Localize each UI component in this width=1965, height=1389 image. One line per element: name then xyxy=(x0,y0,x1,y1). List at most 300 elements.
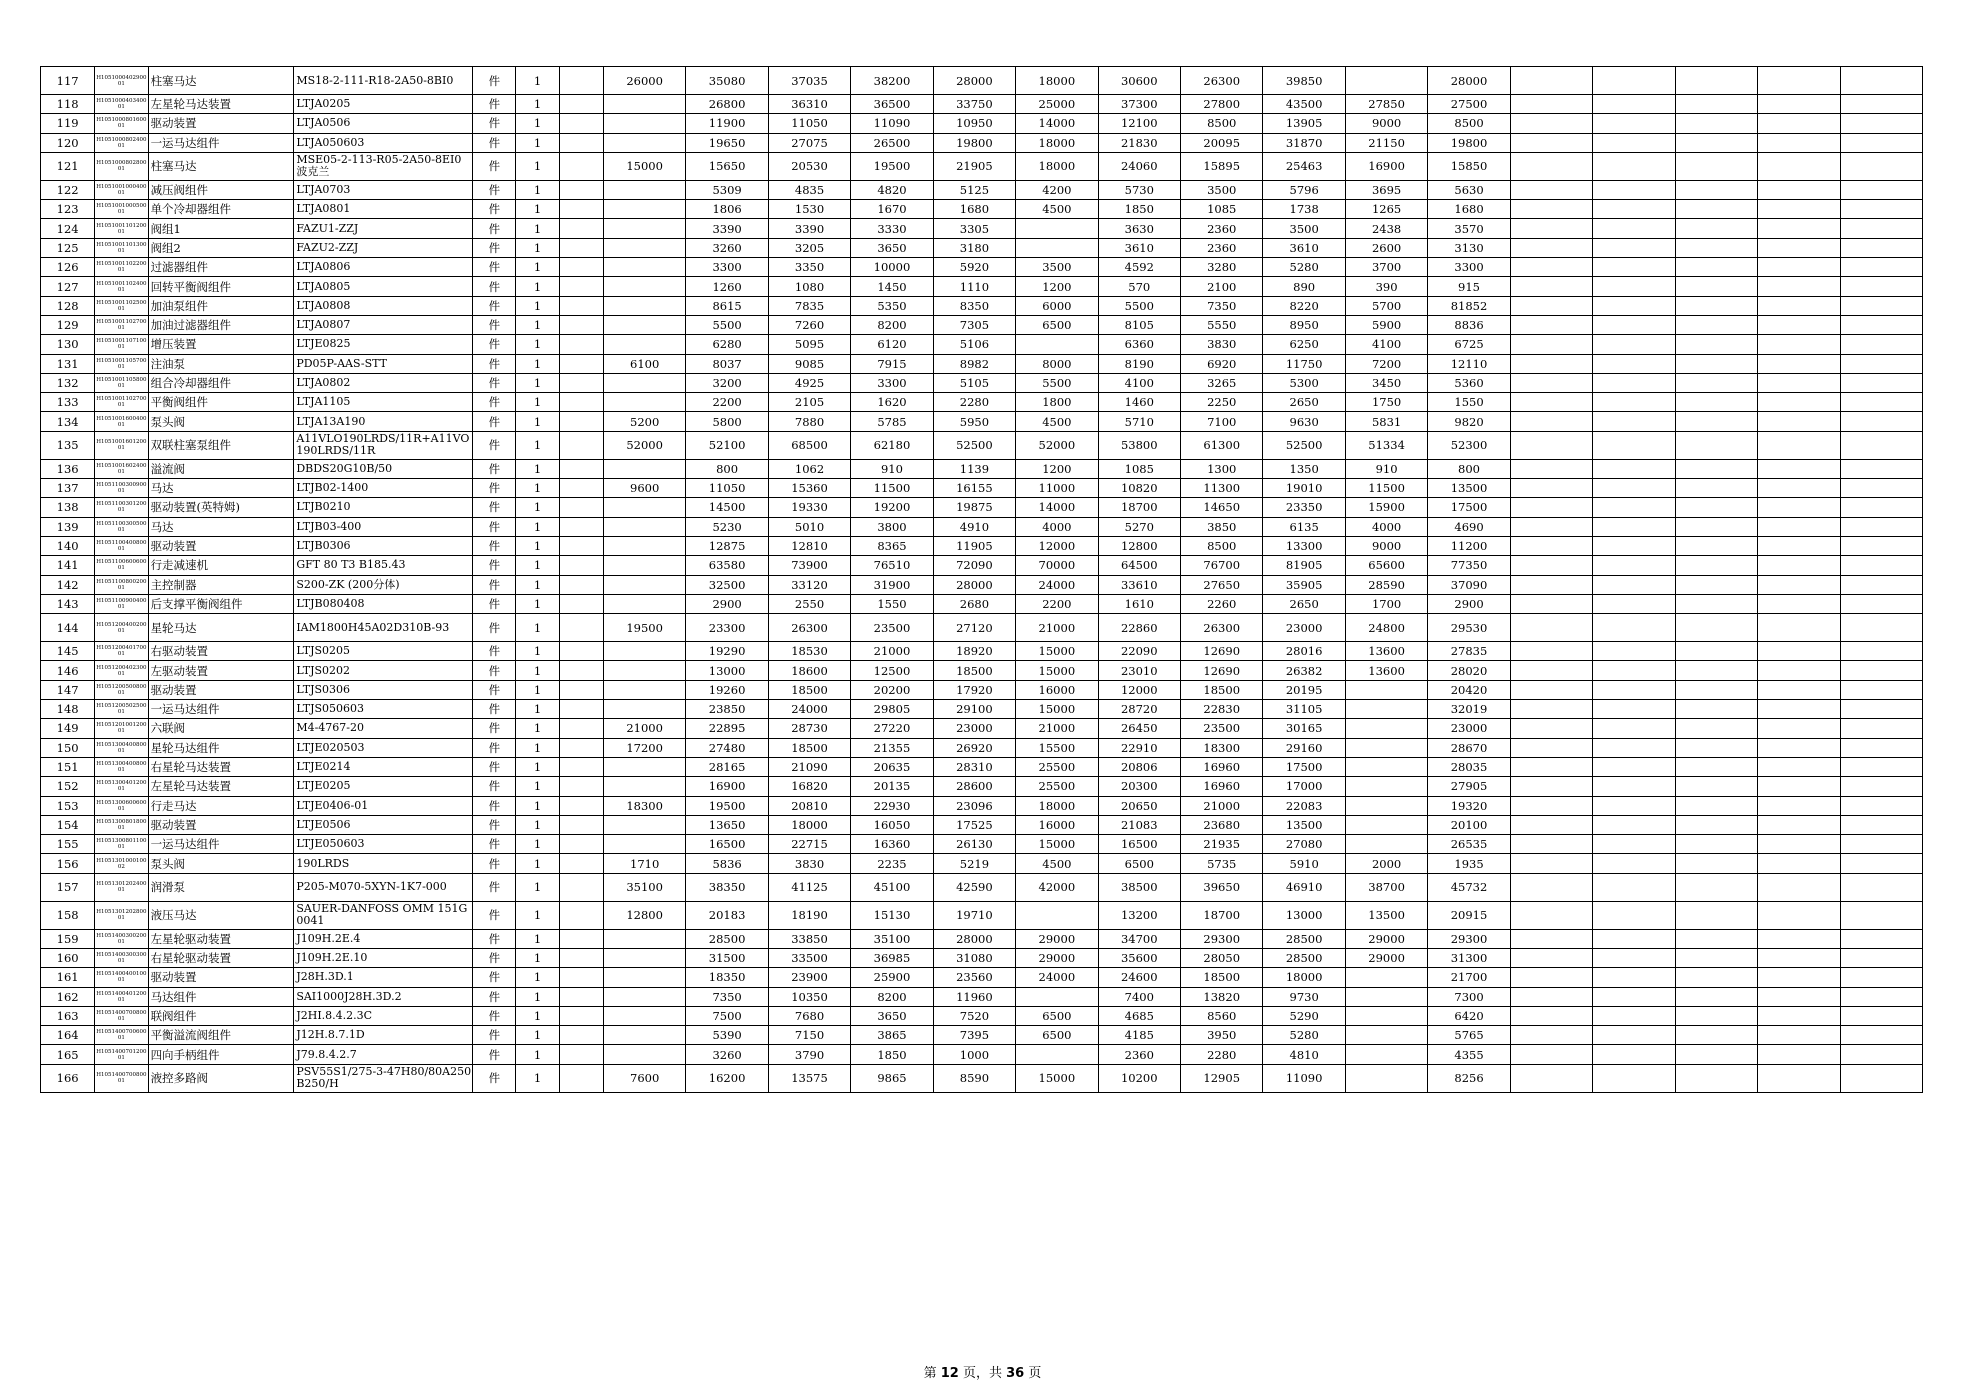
price-cell: 20100 xyxy=(1428,815,1510,834)
price-cell: 18000 xyxy=(1016,796,1098,815)
empty-cell xyxy=(1510,536,1592,555)
unit-cell: 件 xyxy=(473,1064,516,1092)
item-name-cell: 平衡阀组件 xyxy=(148,393,294,412)
unit-cell: 件 xyxy=(473,835,516,854)
price-cell: 3850 xyxy=(1181,517,1263,536)
price-cell: 38500 xyxy=(1098,873,1180,901)
price-cell: 8200 xyxy=(851,987,933,1006)
price-cell: 12800 xyxy=(1098,536,1180,555)
price-cell: 8950 xyxy=(1263,315,1345,334)
row-number-cell: 119 xyxy=(41,114,95,133)
price-cell xyxy=(559,700,603,719)
price-cell: 30165 xyxy=(1263,719,1345,738)
price-cell: 42000 xyxy=(1016,873,1098,901)
price-cell: 18700 xyxy=(1181,901,1263,929)
price-cell: 23300 xyxy=(686,614,768,642)
material-code-cell: H105130120280001 xyxy=(95,901,148,929)
price-cell xyxy=(603,373,685,392)
empty-cell xyxy=(1840,854,1923,873)
row-number-cell: 149 xyxy=(41,719,95,738)
price-cell: 22860 xyxy=(1098,614,1180,642)
price-cell: 5360 xyxy=(1428,373,1510,392)
price-cell xyxy=(559,777,603,796)
empty-cell xyxy=(1675,796,1757,815)
item-name-cell: 平衡溢流阀组件 xyxy=(148,1026,294,1045)
material-code-cell: H105100110580001 xyxy=(95,373,148,392)
empty-cell xyxy=(1675,95,1757,114)
model-spec-cell: J28H.3D.1 xyxy=(294,968,473,987)
price-cell: 15000 xyxy=(603,152,685,180)
price-cell xyxy=(603,498,685,517)
item-name-cell: 增压装置 xyxy=(148,335,294,354)
empty-cell xyxy=(1840,258,1923,277)
price-cell xyxy=(1016,335,1098,354)
empty-cell xyxy=(1840,180,1923,199)
empty-cell xyxy=(1758,901,1840,929)
price-cell: 1680 xyxy=(933,200,1015,219)
price-cell: 1935 xyxy=(1428,854,1510,873)
row-number-cell: 166 xyxy=(41,1064,95,1092)
row-number-cell: 144 xyxy=(41,614,95,642)
unit-cell: 件 xyxy=(473,594,516,613)
item-name-cell: 驱动装置 xyxy=(148,536,294,555)
model-spec-cell: J109H.2E.10 xyxy=(294,948,473,967)
price-cell: 27905 xyxy=(1428,777,1510,796)
price-cell: 11300 xyxy=(1181,479,1263,498)
quantity-cell: 1 xyxy=(516,680,559,699)
empty-cell xyxy=(1510,258,1592,277)
empty-cell xyxy=(1593,459,1675,478)
price-cell: 1850 xyxy=(1098,200,1180,219)
price-cell: 38700 xyxy=(1345,873,1427,901)
price-cell xyxy=(603,1026,685,1045)
price-cell: 22930 xyxy=(851,796,933,815)
price-cell xyxy=(559,757,603,776)
empty-cell xyxy=(1758,315,1840,334)
empty-cell xyxy=(1840,373,1923,392)
quantity-cell: 1 xyxy=(516,777,559,796)
quantity-cell: 1 xyxy=(516,854,559,873)
item-name-cell: 驱动装置 xyxy=(148,815,294,834)
price-cell: 18000 xyxy=(1016,152,1098,180)
empty-cell xyxy=(1840,700,1923,719)
quantity-cell: 1 xyxy=(516,1045,559,1064)
price-cell: 5106 xyxy=(933,335,1015,354)
empty-cell xyxy=(1840,968,1923,987)
price-cell: 2900 xyxy=(1428,594,1510,613)
price-cell: 5280 xyxy=(1263,258,1345,277)
price-cell: 7305 xyxy=(933,315,1015,334)
price-cell: 23500 xyxy=(1181,719,1263,738)
price-cell: 28500 xyxy=(686,929,768,948)
price-cell: 6360 xyxy=(1098,335,1180,354)
price-cell: 8500 xyxy=(1181,114,1263,133)
price-cell xyxy=(559,95,603,114)
price-cell: 31870 xyxy=(1263,133,1345,152)
price-cell xyxy=(1345,987,1427,1006)
price-cell: 43500 xyxy=(1263,95,1345,114)
price-cell: 3330 xyxy=(851,219,933,238)
empty-cell xyxy=(1840,757,1923,776)
price-cell: 76700 xyxy=(1181,556,1263,575)
price-cell: 28000 xyxy=(933,67,1015,95)
price-cell: 29100 xyxy=(933,700,1015,719)
quantity-cell: 1 xyxy=(516,901,559,929)
price-cell: 800 xyxy=(1428,459,1510,478)
price-cell: 25463 xyxy=(1263,152,1345,180)
table-row xyxy=(41,219,1923,238)
table-row xyxy=(41,296,1923,315)
price-cell: 28000 xyxy=(1428,67,1510,95)
price-cell: 81852 xyxy=(1428,296,1510,315)
model-spec-cell: P205-M070-5XYN-1K7-000 xyxy=(294,873,473,901)
row-number-cell: 145 xyxy=(41,642,95,661)
price-cell xyxy=(1345,968,1427,987)
price-cell: 20915 xyxy=(1428,901,1510,929)
price-cell: 21000 xyxy=(1016,719,1098,738)
table-row xyxy=(41,277,1923,296)
empty-cell xyxy=(1510,796,1592,815)
empty-cell xyxy=(1840,114,1923,133)
empty-cell xyxy=(1593,277,1675,296)
model-spec-cell: PD05P-AAS-STT xyxy=(294,354,473,373)
price-cell: 1080 xyxy=(768,277,850,296)
price-cell: 16200 xyxy=(686,1064,768,1092)
price-cell: 26382 xyxy=(1263,661,1345,680)
price-cell xyxy=(603,335,685,354)
price-cell xyxy=(559,412,603,431)
unit-cell: 件 xyxy=(473,238,516,257)
empty-cell xyxy=(1510,835,1592,854)
unit-cell: 件 xyxy=(473,354,516,373)
empty-cell xyxy=(1675,594,1757,613)
price-cell xyxy=(603,200,685,219)
price-cell: 28000 xyxy=(933,929,1015,948)
price-cell: 3180 xyxy=(933,238,1015,257)
table-row xyxy=(41,459,1923,478)
empty-cell xyxy=(1758,536,1840,555)
price-cell xyxy=(603,661,685,680)
unit-cell: 件 xyxy=(473,1006,516,1025)
model-spec-cell: LTJE0406-01 xyxy=(294,796,473,815)
empty-cell xyxy=(1675,1045,1757,1064)
price-cell: 28035 xyxy=(1428,757,1510,776)
price-cell: 19290 xyxy=(686,642,768,661)
unit-cell: 件 xyxy=(473,815,516,834)
unit-cell: 件 xyxy=(473,642,516,661)
empty-cell xyxy=(1593,738,1675,757)
empty-cell xyxy=(1510,594,1592,613)
unit-cell: 件 xyxy=(473,517,516,536)
price-cell: 1139 xyxy=(933,459,1015,478)
table-row xyxy=(41,1006,1923,1025)
price-cell: 29000 xyxy=(1345,929,1427,948)
empty-cell xyxy=(1510,815,1592,834)
empty-cell xyxy=(1593,1064,1675,1092)
material-code-cell: H105100100040001 xyxy=(95,180,148,199)
model-spec-cell: LTJA0802 xyxy=(294,373,473,392)
price-cell: 28500 xyxy=(1263,929,1345,948)
empty-cell xyxy=(1758,575,1840,594)
price-cell: 1085 xyxy=(1098,459,1180,478)
price-cell: 1680 xyxy=(1428,200,1510,219)
row-number-cell: 124 xyxy=(41,219,95,238)
price-cell: 5900 xyxy=(1345,315,1427,334)
quantity-cell: 1 xyxy=(516,948,559,967)
quantity-cell: 1 xyxy=(516,219,559,238)
price-cell: 3350 xyxy=(768,258,850,277)
item-name-cell: 驱动装置 xyxy=(148,968,294,987)
empty-cell xyxy=(1840,335,1923,354)
quantity-cell: 1 xyxy=(516,700,559,719)
price-cell: 1850 xyxy=(851,1045,933,1064)
row-number-cell: 132 xyxy=(41,373,95,392)
item-name-cell: 行走马达 xyxy=(148,796,294,815)
quantity-cell: 1 xyxy=(516,1064,559,1092)
price-cell: 28670 xyxy=(1428,738,1510,757)
price-cell xyxy=(559,556,603,575)
price-cell: 72090 xyxy=(933,556,1015,575)
quantity-cell: 1 xyxy=(516,796,559,815)
price-cell: 16000 xyxy=(1016,815,1098,834)
price-cell: 6250 xyxy=(1263,335,1345,354)
table-row xyxy=(41,796,1923,815)
empty-cell xyxy=(1593,948,1675,967)
price-cell: 18530 xyxy=(768,642,850,661)
price-cell xyxy=(603,459,685,478)
price-cell: 24000 xyxy=(768,700,850,719)
price-cell: 10200 xyxy=(1098,1064,1180,1092)
price-cell: 3390 xyxy=(768,219,850,238)
table-row xyxy=(41,373,1923,392)
model-spec-cell: LTJS0202 xyxy=(294,661,473,680)
price-cell: 6500 xyxy=(1016,1026,1098,1045)
quantity-cell: 1 xyxy=(516,335,559,354)
unit-cell: 件 xyxy=(473,258,516,277)
empty-cell xyxy=(1840,517,1923,536)
price-cell: 5309 xyxy=(686,180,768,199)
footer-suffix: 页 xyxy=(1024,1366,1042,1381)
price-cell: 13000 xyxy=(686,661,768,680)
empty-cell xyxy=(1675,987,1757,1006)
price-cell: 10820 xyxy=(1098,479,1180,498)
empty-cell xyxy=(1675,517,1757,536)
price-cell xyxy=(1345,738,1427,757)
row-number-cell: 162 xyxy=(41,987,95,1006)
price-cell: 24000 xyxy=(1016,575,1098,594)
price-cell: 10350 xyxy=(768,987,850,1006)
price-cell: 9820 xyxy=(1428,412,1510,431)
price-cell: 21150 xyxy=(1345,133,1427,152)
empty-cell xyxy=(1758,719,1840,738)
material-code-cell: H105130080110001 xyxy=(95,835,148,854)
empty-cell xyxy=(1840,614,1923,642)
price-cell: 5700 xyxy=(1345,296,1427,315)
empty-cell xyxy=(1510,393,1592,412)
unit-cell: 件 xyxy=(473,412,516,431)
price-cell: 5730 xyxy=(1098,180,1180,199)
item-name-cell: 加油过滤器组件 xyxy=(148,315,294,334)
empty-cell xyxy=(1840,412,1923,431)
empty-cell xyxy=(1758,412,1840,431)
price-cell: 31300 xyxy=(1428,948,1510,967)
price-cell: 28020 xyxy=(1428,661,1510,680)
model-spec-cell: LTJA050603 xyxy=(294,133,473,152)
empty-cell xyxy=(1758,180,1840,199)
price-cell: 15000 xyxy=(1016,661,1098,680)
item-name-cell: 泵头阀 xyxy=(148,412,294,431)
empty-cell xyxy=(1510,296,1592,315)
empty-cell xyxy=(1840,901,1923,929)
price-cell: 11750 xyxy=(1263,354,1345,373)
material-code-cell: H105120100120001 xyxy=(95,719,148,738)
price-cell: 23900 xyxy=(768,968,850,987)
price-cell: 22895 xyxy=(686,719,768,738)
unit-cell: 件 xyxy=(473,335,516,354)
table-row xyxy=(41,594,1923,613)
price-cell: 3610 xyxy=(1263,238,1345,257)
price-cell: 36500 xyxy=(851,95,933,114)
unit-cell: 件 xyxy=(473,200,516,219)
empty-cell xyxy=(1510,431,1592,459)
price-cell: 35100 xyxy=(851,929,933,948)
price-cell: 18300 xyxy=(1181,738,1263,757)
price-cell: 14000 xyxy=(1016,498,1098,517)
empty-cell xyxy=(1593,431,1675,459)
row-number-cell: 148 xyxy=(41,700,95,719)
price-cell: 24000 xyxy=(1016,968,1098,987)
price-cell: 3865 xyxy=(851,1026,933,1045)
price-cell: 5300 xyxy=(1263,373,1345,392)
item-name-cell: 后支撑平衡阀组件 xyxy=(148,594,294,613)
price-cell: 63580 xyxy=(686,556,768,575)
price-cell: 4910 xyxy=(933,517,1015,536)
price-cell xyxy=(1345,700,1427,719)
price-cell: 5219 xyxy=(933,854,1015,873)
price-cell: 28500 xyxy=(1263,948,1345,967)
price-cell: 15130 xyxy=(851,901,933,929)
material-code-cell: H105110030090001 xyxy=(95,479,148,498)
material-code-cell: H105120050250001 xyxy=(95,700,148,719)
model-spec-cell: LTJA0205 xyxy=(294,95,473,114)
price-cell: 7395 xyxy=(933,1026,1015,1045)
price-cell: 2200 xyxy=(686,393,768,412)
table-row xyxy=(41,315,1923,334)
empty-cell xyxy=(1510,114,1592,133)
empty-cell xyxy=(1840,719,1923,738)
material-code-cell: H105100110270001 xyxy=(95,393,148,412)
item-name-cell: 溢流阀 xyxy=(148,459,294,478)
item-name-cell: 联阀组件 xyxy=(148,1006,294,1025)
material-code-cell: H105100110220001 xyxy=(95,258,148,277)
item-name-cell: 组合冷却器组件 xyxy=(148,373,294,392)
price-cell: 9000 xyxy=(1345,536,1427,555)
price-cell: 9730 xyxy=(1263,987,1345,1006)
quantity-cell: 1 xyxy=(516,1026,559,1045)
empty-cell xyxy=(1758,152,1840,180)
empty-cell xyxy=(1593,556,1675,575)
price-cell: 1460 xyxy=(1098,393,1180,412)
table-row xyxy=(41,258,1923,277)
price-cell: 5831 xyxy=(1345,412,1427,431)
price-cell: 28000 xyxy=(933,575,1015,594)
price-cell: 20530 xyxy=(768,152,850,180)
material-code-cell: H105110030120001 xyxy=(95,498,148,517)
empty-cell xyxy=(1675,1006,1757,1025)
price-cell: 5800 xyxy=(686,412,768,431)
model-spec-cell: LTJA0806 xyxy=(294,258,473,277)
empty-cell xyxy=(1593,354,1675,373)
empty-cell xyxy=(1510,412,1592,431)
price-cell: 3570 xyxy=(1428,219,1510,238)
empty-cell xyxy=(1840,556,1923,575)
empty-cell xyxy=(1840,498,1923,517)
price-cell: 6920 xyxy=(1181,354,1263,373)
unit-cell: 件 xyxy=(473,700,516,719)
item-name-cell: 左星轮马达装置 xyxy=(148,777,294,796)
table-row xyxy=(41,873,1923,901)
price-cell xyxy=(603,296,685,315)
price-cell xyxy=(559,67,603,95)
empty-cell xyxy=(1840,459,1923,478)
table-row xyxy=(41,929,1923,948)
empty-cell xyxy=(1675,661,1757,680)
empty-cell xyxy=(1758,661,1840,680)
empty-cell xyxy=(1758,393,1840,412)
empty-cell xyxy=(1758,929,1840,948)
empty-cell xyxy=(1758,200,1840,219)
model-spec-cell: LTJA0703 xyxy=(294,180,473,199)
model-spec-cell: DBDS20G10B/50 xyxy=(294,459,473,478)
price-cell: 16960 xyxy=(1181,777,1263,796)
price-cell: 6500 xyxy=(1016,1006,1098,1025)
price-cell: 26300 xyxy=(1181,614,1263,642)
price-cell: 21700 xyxy=(1428,968,1510,987)
price-cell: 13600 xyxy=(1345,642,1427,661)
price-cell: 25500 xyxy=(1016,757,1098,776)
material-code-cell: H105130060060001 xyxy=(95,796,148,815)
price-cell: 36985 xyxy=(851,948,933,967)
empty-cell xyxy=(1675,277,1757,296)
empty-cell xyxy=(1593,594,1675,613)
price-cell: 8200 xyxy=(851,315,933,334)
price-cell: 17500 xyxy=(1263,757,1345,776)
empty-cell xyxy=(1675,700,1757,719)
price-cell xyxy=(603,95,685,114)
price-cell: 15000 xyxy=(1016,700,1098,719)
price-cell: 3300 xyxy=(686,258,768,277)
price-cell: 21083 xyxy=(1098,815,1180,834)
empty-cell xyxy=(1510,661,1592,680)
price-cell: 18000 xyxy=(1263,968,1345,987)
row-number-cell: 130 xyxy=(41,335,95,354)
empty-cell xyxy=(1675,431,1757,459)
price-cell: 1550 xyxy=(1428,393,1510,412)
price-cell: 15000 xyxy=(1016,1064,1098,1092)
item-name-cell: 主控制器 xyxy=(148,575,294,594)
price-cell: 21000 xyxy=(603,719,685,738)
price-cell: 22715 xyxy=(768,835,850,854)
empty-cell xyxy=(1840,680,1923,699)
unit-cell: 件 xyxy=(473,1045,516,1064)
price-cell: 26450 xyxy=(1098,719,1180,738)
price-cell: 15000 xyxy=(1016,835,1098,854)
row-number-cell: 138 xyxy=(41,498,95,517)
empty-cell xyxy=(1593,200,1675,219)
model-spec-cell: 190LRDS xyxy=(294,854,473,873)
empty-cell xyxy=(1510,459,1592,478)
empty-cell xyxy=(1758,796,1840,815)
